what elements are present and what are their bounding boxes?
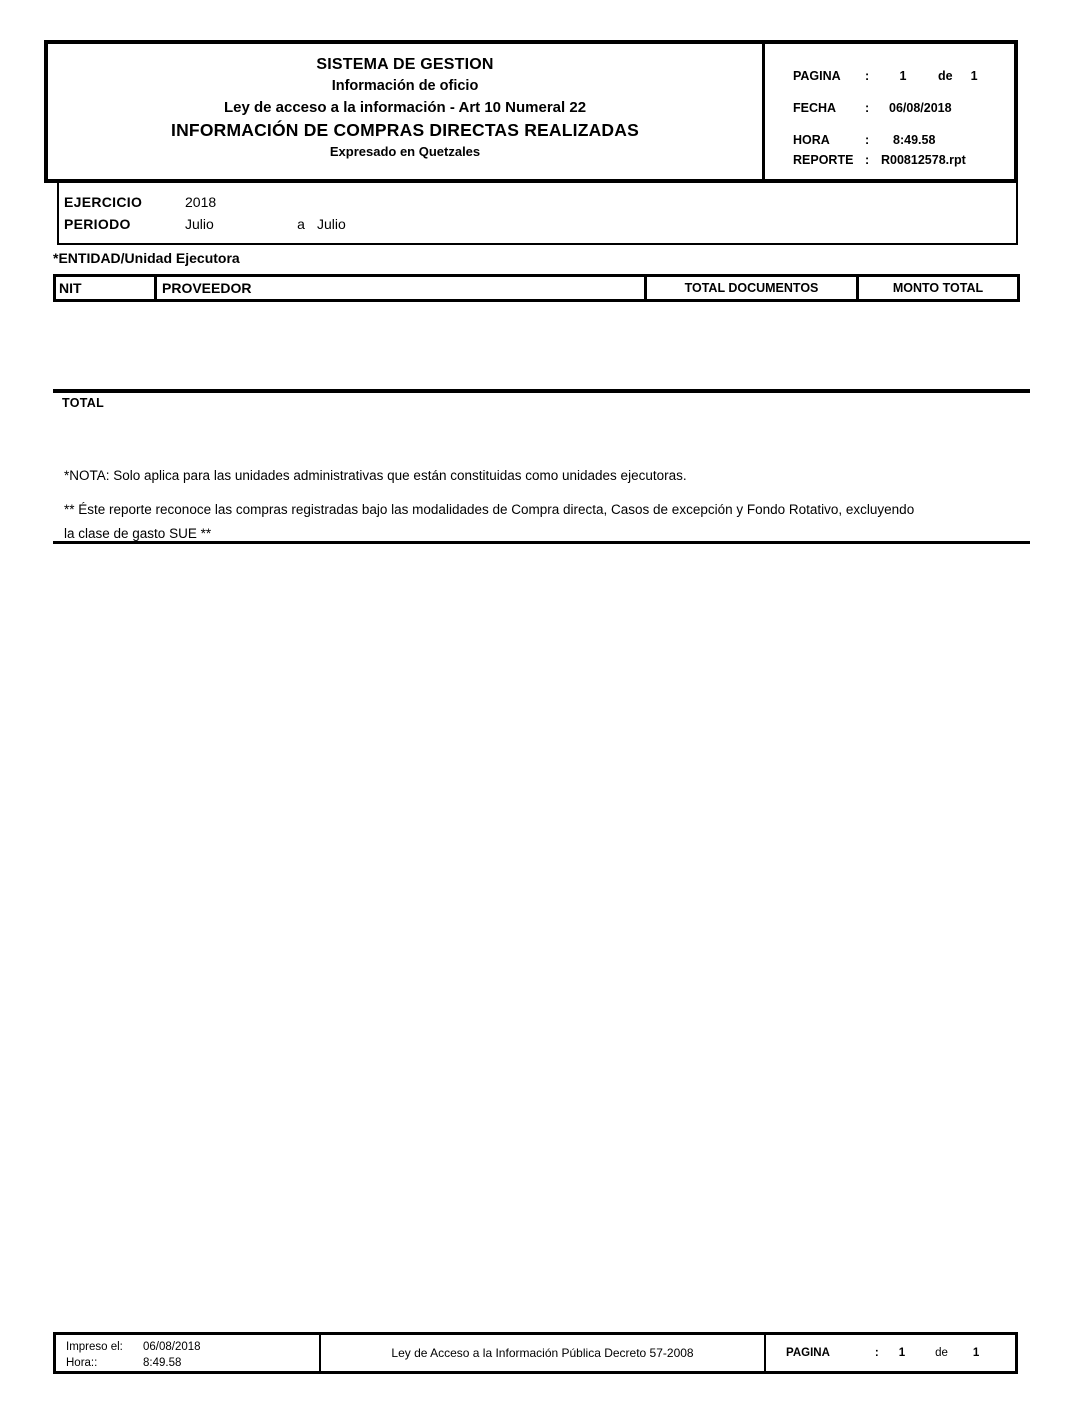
pagina-colon: : [865, 69, 870, 83]
footer-pagina-cell [766, 1335, 1015, 1371]
report-meta-block [765, 44, 1014, 179]
reporte-value: R00812578.rpt [881, 153, 966, 167]
hora-label: HORA [793, 133, 830, 147]
footer-pagina-total: 1 [972, 1347, 980, 1359]
subtitle-oficio: Información de oficio [331, 78, 479, 94]
nota-1: *NOTA: Solo aplica para las unidades administrativas que están constituidas como unidades ejecutoras. [64, 468, 687, 483]
column-header-proveedor: PROVEEDOR [157, 277, 647, 299]
meta-fecha-row [793, 98, 1014, 118]
periodo-a-label: a [297, 216, 305, 232]
fecha-colon: : [865, 101, 870, 115]
total-rule [53, 389, 1030, 393]
meta-pagina-row [793, 66, 1014, 86]
pagina-total: 1 [970, 69, 978, 83]
footer-law-text: Ley de Acceso a la Información Pública Decreto 57-2008 [321, 1335, 766, 1371]
filters-box [57, 181, 1018, 245]
table-header-row [53, 274, 1020, 302]
pagina-current: 1 [899, 69, 907, 83]
ejercicio-value: 2018 [185, 194, 217, 210]
footer-pagina-label: PAGINA [786, 1347, 830, 1359]
footer-pagina-de: de [935, 1347, 948, 1359]
footer-hora-value: 8:49.58 [143, 1357, 182, 1369]
ejercicio-row [64, 191, 1016, 213]
periodo-row [64, 213, 1016, 235]
hora-value: 8:49.58 [893, 133, 936, 147]
nota-2: ** Éste reporte reconoce las compras registradas bajo las modalidades de Compra directa, Casos de excepción y Fondo Rotativo, excluyendo la clase de gasto SUE ** [64, 502, 915, 541]
report-main-title: INFORMACIÓN DE COMPRAS DIRECTAS REALIZADAS [171, 120, 639, 140]
footer-pagina-current: 1 [898, 1347, 906, 1359]
footer-pagina-colon: : [874, 1347, 879, 1359]
periodo-label: PERIODO [64, 216, 131, 232]
footer-print-info [56, 1335, 321, 1371]
system-title: SISTEMA DE GESTION [316, 56, 494, 73]
hora-colon: : [865, 133, 870, 147]
footer-hora-label: Hora:: [66, 1357, 98, 1369]
periodo-from: Julio [185, 216, 214, 232]
reporte-colon: : [865, 153, 870, 167]
meta-reporte-row [793, 150, 1014, 170]
impreso-label: Impreso el: [66, 1341, 123, 1353]
subtitle-ley: Ley de acceso a la información - Art 10 Numeral 22 [223, 99, 587, 116]
entidad-label: *ENTIDAD/Unidad Ejecutora [53, 250, 240, 266]
pagina-label: PAGINA [793, 69, 841, 83]
report-title-block [48, 44, 765, 179]
footer-hora-row [66, 1355, 319, 1371]
report-header-box [44, 40, 1018, 183]
periodo-to: Julio [317, 216, 346, 232]
fecha-label: FECHA [793, 101, 837, 115]
notes-rule [53, 541, 1030, 544]
currency-note: Expresado en Quetzales [329, 144, 481, 159]
pagina-de: de [938, 69, 953, 83]
report-footer-box [53, 1332, 1018, 1374]
meta-hora-row [793, 130, 1014, 150]
fecha-value: 06/08/2018 [889, 101, 952, 115]
reporte-label: REPORTE [793, 153, 854, 167]
footer-impreso-row [66, 1339, 319, 1355]
column-header-monto-total: MONTO TOTAL [892, 281, 984, 295]
column-header-total-documentos: TOTAL DOCUMENTOS [647, 277, 859, 299]
ejercicio-label: EJERCICIO [64, 194, 143, 210]
total-label: TOTAL [62, 396, 105, 410]
column-header-nit: NIT [56, 277, 157, 299]
impreso-value: 06/08/2018 [143, 1341, 201, 1353]
